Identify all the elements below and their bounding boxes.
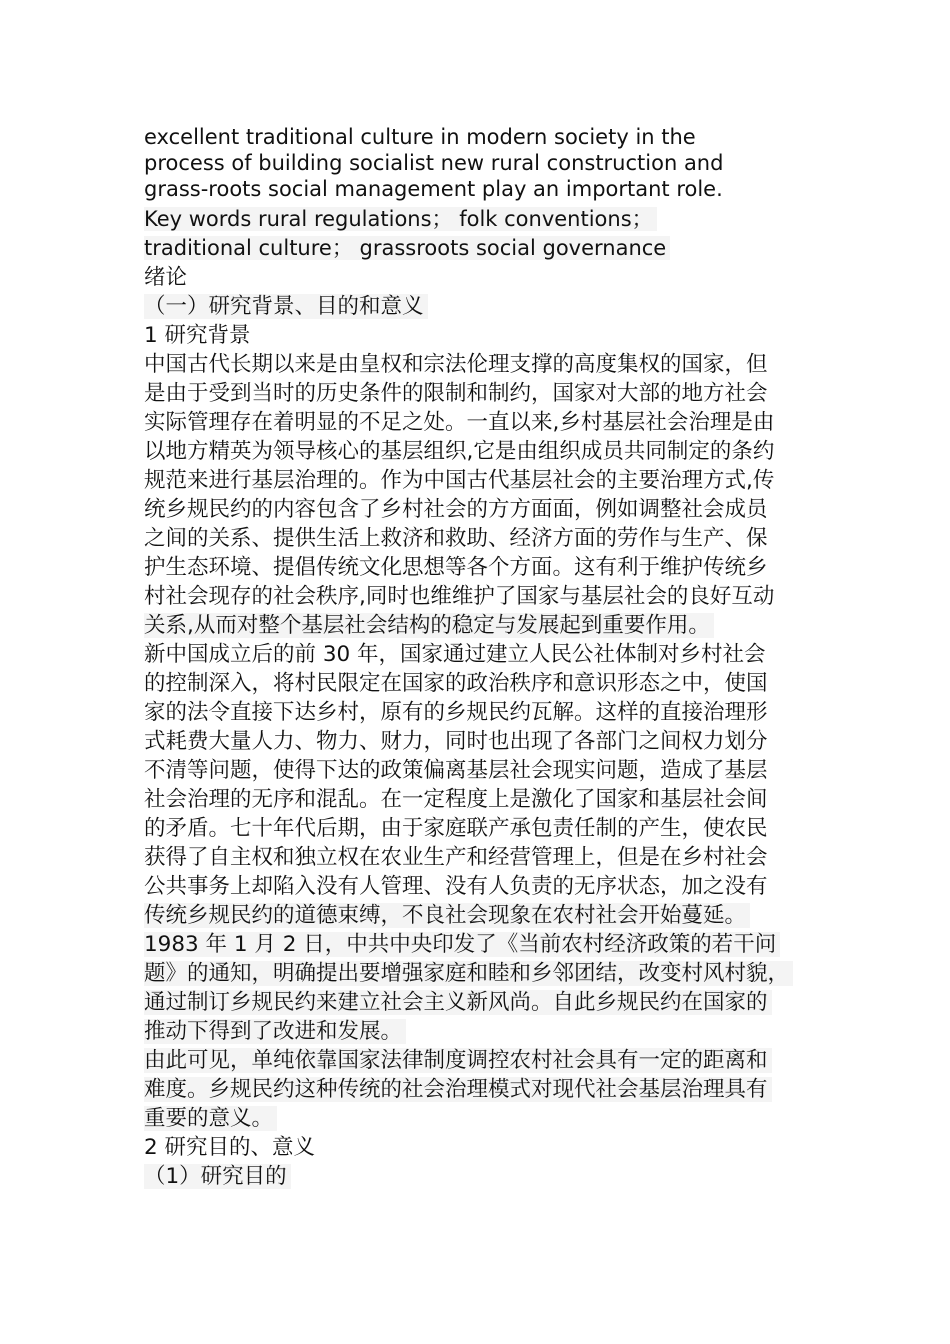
paragraph-line: 之间的关系、提供生活上救济和救助、经济方面的劳作与生产、保 <box>144 526 768 551</box>
abstract-line: grass-roots social management play an important role. <box>144 177 723 201</box>
paragraph-line: 公共事务上却陷入没有人管理、没有人负责的无序状态，加之没有 <box>144 874 768 899</box>
paragraph-line: 中国古代长期以来是由皇权和宗法伦理支撑的高度集权的国家，但 <box>144 352 768 377</box>
paragraph-line: 通过制订乡规民约来建立社会主义新风尚。自此乡规民约在国家的 <box>144 990 772 1015</box>
paragraph-line: 重要的意义。 <box>144 1106 277 1131</box>
paragraph-line: 实际管理存在着明显的不足之处。一直以来,乡村基层社会治理是由 <box>144 410 775 435</box>
paragraph-3 <box>144 930 816 1046</box>
paragraph-line: 家的法令直接下达乡村，原有的乡规民约瓦解。这样的直接治理形 <box>144 700 768 725</box>
paragraph-line: 新中国成立后的前 30 年，国家通过建立人民公社体制对乡村社会 <box>144 642 766 667</box>
paragraph-line: 规范来进行基层治理的。作为中国古代基层社会的主要治理方式,传 <box>144 468 775 493</box>
keywords <box>144 205 816 263</box>
abstract-line: process of building socialist new rural construction and <box>144 151 724 175</box>
paragraph-4 <box>144 1046 816 1133</box>
paragraph-line: 统乡规民约的内容包含了乡村社会的方方面面，例如调整社会成员 <box>144 497 768 522</box>
paragraph-2 <box>144 640 816 930</box>
subsection-heading: 1 研究背景 <box>144 323 251 348</box>
paragraph-line: 护生态环境、提倡传统文化思想等各个方面。这有利于维护传统乡 <box>144 555 768 580</box>
abstract-line: excellent traditional culture in modern society in the <box>144 125 696 149</box>
heading-intro: 绪论 <box>144 265 188 290</box>
paragraph-line: 不清等问题，使得下达的政策偏离基层社会现实问题，造成了基层 <box>144 758 768 783</box>
paragraph-line: 村社会现存的社会秩序,同时也维维护了国家与基层社会的良好互动 <box>144 584 775 609</box>
paragraph-line: 获得了自主权和独立权在农业生产和经营管理上，但是在乡村社会 <box>144 845 768 870</box>
paragraph-line: 难度。乡规民约这种传统的社会治理模式对现代社会基层治理具有 <box>144 1077 772 1102</box>
paragraph-line: 题》的通知，明确提出要增强家庭和睦和乡邻团结，改变村风村貌， <box>144 961 793 986</box>
paragraph-1 <box>144 350 816 640</box>
paragraph-line: 的控制深入，将村民限定在国家的政治秩序和意识形态之中，使国 <box>144 671 768 696</box>
keywords-line: Key words rural regulations； folk conventions； <box>144 207 657 231</box>
paragraph-line: 是由于受到当时的历史条件的限制和制约，国家对大部的地方社会 <box>144 381 768 406</box>
paragraph-line: 关系,从而对整个基层社会结构的稳定与发展起到重要作用。 <box>144 613 714 638</box>
section-heading: （一）研究背景、目的和意义 <box>144 294 428 319</box>
document-page <box>144 124 816 1191</box>
subsubsection-heading: （1）研究目的 <box>144 1164 291 1189</box>
paragraph-line: 推动下得到了改进和发展。 <box>144 1019 406 1044</box>
paragraph-line: 以地方精英为领导核心的基层组织,它是由组织成员共同制定的条约 <box>144 439 775 464</box>
paragraph-line: 社会治理的无序和混乱。在一定程度上是激化了国家和基层社会间 <box>144 787 768 812</box>
paragraph-line: 1983 年 1 月 2 日，中共中央印发了《当前农村经济政策的若干问 <box>144 932 780 957</box>
english-abstract <box>144 124 816 202</box>
subsection-heading: 2 研究目的、意义 <box>144 1135 316 1160</box>
paragraph-line: 的矛盾。七十年代后期，由于家庭联产承包责任制的产生，使农民 <box>144 816 768 841</box>
keywords-line: traditional culture； grassroots social governance <box>144 236 670 260</box>
paragraph-line: 式耗费大量人力、物力、财力，同时也出现了各部门之间权力划分 <box>144 729 768 754</box>
paragraph-line: 由此可见，单纯依靠国家法律制度调控农村社会具有一定的距离和 <box>144 1048 772 1073</box>
paragraph-line: 传统乡规民约的道德束缚，不良社会现象在农村社会开始蔓延。 <box>144 903 750 928</box>
